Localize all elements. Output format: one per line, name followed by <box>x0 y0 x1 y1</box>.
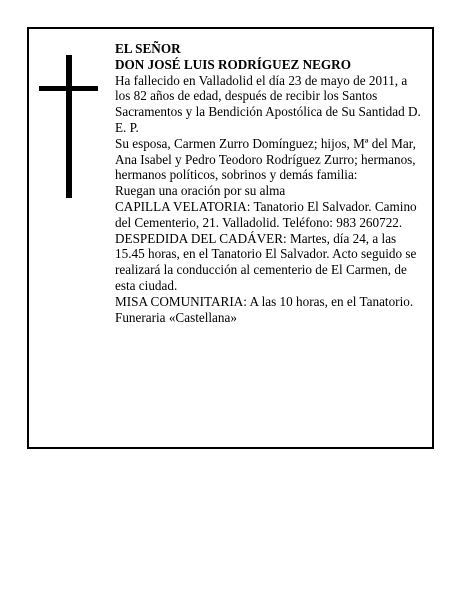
chapel-info: CAPILLA VELATORIA: Tanatorio El Salvador. Camino del Cementerio, 21. Valladolid. Teléfono: 983 260722. <box>115 198 417 230</box>
family-list: Su esposa, Carmen Zurro Domínguez; hijos, Mª del Mar, Ana Isabel y Pedro Teodoro Rodríguez Zurro; hermanos, hermanos políticos, sobrinos y demás familia: <box>115 135 416 183</box>
obituary-notice <box>27 27 434 449</box>
farewell-info: DESPEDIDA DEL CADÁVER: Martes, día 24, a las 15.45 horas, en el Tanatorio El Salvador. Acto seguido se realizará la conducción al cementerio de El Carmen, de esta ciudad. <box>115 230 417 293</box>
funeral-home: Funeraria «Castellana» <box>115 309 237 325</box>
cross-vertical-bar <box>66 55 72 198</box>
mass-info: MISA COMUNITARIA: A las 10 horas, en el Tanatorio. <box>115 293 414 309</box>
death-announcement: Ha fallecido en Valladolid el día 23 de mayo de 2011, a los 82 años de edad, después de recibir los Santos Sacramentos y la Bendición Apostólica de Su Santidad D. E. P. <box>115 72 421 135</box>
cross-horizontal-bar <box>39 86 98 91</box>
notice-text <box>115 41 421 325</box>
deceased-name: DON JOSÉ LUIS RODRÍGUEZ NEGRO <box>115 56 351 72</box>
prayer-request: Ruegan una oración por su alma <box>115 183 286 199</box>
heading-title: EL SEÑOR <box>115 41 181 56</box>
